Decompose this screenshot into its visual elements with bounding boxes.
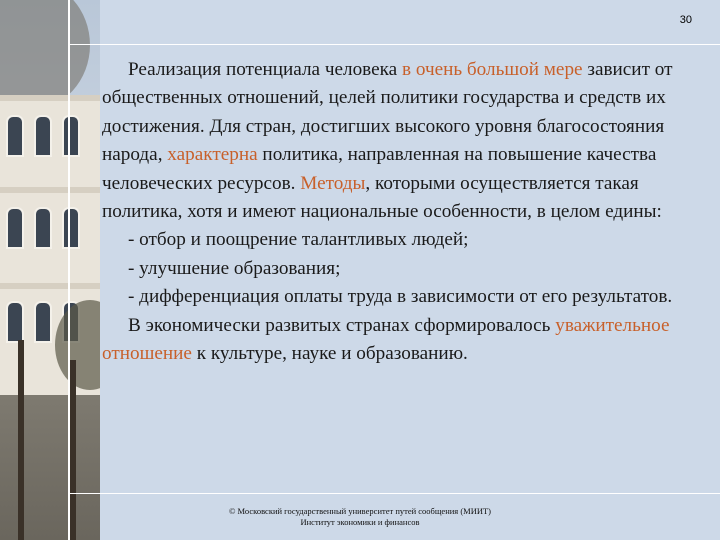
frame-top-line [68, 44, 720, 45]
highlight: Методы [300, 172, 366, 194]
highlight: в очень большой мере [401, 59, 583, 80]
footer-institute: Институт экономики и финансов [300, 517, 420, 527]
list-item: - отбор и поощрение талантливых людей; [128, 229, 469, 251]
paragraph-2: В экономически развитых странах сформировалось уважительное отношение к культуре, науке и образованию. [102, 314, 670, 365]
highlight: уважительное отношение [102, 314, 670, 365]
building-photo [0, 0, 100, 540]
footer-copyright: © Московский государственный университет путей сообщения (МИИТ) [228, 506, 492, 516]
footer [150, 506, 570, 528]
list-item: - дифференциация оплаты труда в зависимости от его результатов. [128, 286, 673, 308]
frame-bottom-line [68, 493, 720, 494]
page-number: 30 [679, 14, 692, 26]
tree-trunk [18, 340, 24, 540]
frame-vertical-line [68, 0, 70, 540]
tree-foliage [0, 0, 90, 110]
highlight: характерна [167, 144, 258, 166]
paragraph-1: Реализация потенциала человека в очень большой мере зависит от общественных отношений, целей политики государства и средств их достижения. Для стран, достигших высокого уровня благосостояния народа, характерна политика, направленная на повышение качества человеческих ресурсов. Методы, которыми осуществляется такая политика, хотя и имеют национальные особенности, в целом едины: [102, 59, 673, 223]
slide-body [102, 56, 692, 368]
list-item: - улучшение образования; [128, 257, 341, 279]
street [0, 395, 100, 540]
tree-trunk [70, 360, 76, 540]
